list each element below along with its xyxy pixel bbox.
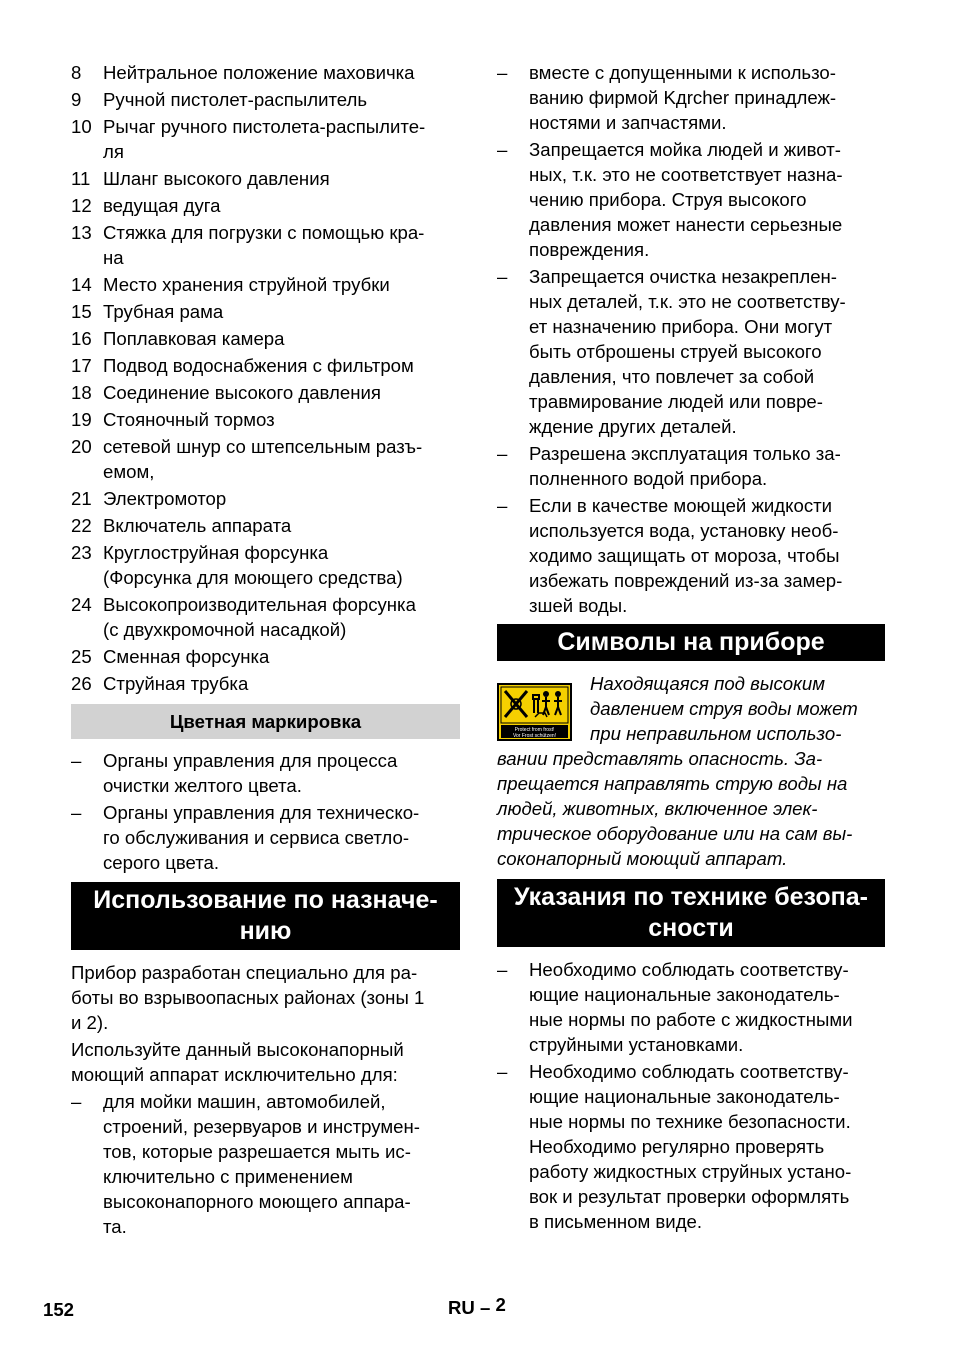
list-item — [71, 220, 460, 270]
text-line: при неправильном использо- — [590, 723, 842, 744]
list-item — [497, 264, 885, 439]
list-item — [497, 957, 885, 1057]
list-item — [71, 1089, 460, 1239]
text-line: Высокопроизводительная форсунка — [103, 594, 416, 615]
text-line: высоконапорного моющего аппара- — [103, 1191, 411, 1212]
item-number: 16 — [71, 328, 92, 349]
item-text — [103, 326, 460, 351]
list-item — [71, 87, 460, 112]
intended-use-list-left — [71, 1089, 460, 1239]
text-line: го обслуживания и сервиса светло- — [103, 827, 410, 848]
item-text — [103, 800, 460, 875]
footer-language: RU – 2 — [448, 1294, 506, 1318]
list-item — [497, 1059, 885, 1234]
text-line: струйными установками. — [529, 1034, 744, 1055]
symbol-block — [497, 671, 885, 871]
symbol-description — [497, 746, 885, 871]
list-item — [71, 380, 460, 405]
item-text — [103, 407, 460, 432]
item-text — [529, 264, 885, 439]
item-number: 9 — [71, 89, 82, 110]
text-line: Разрешена эксплуатация только за- — [529, 443, 841, 464]
text-line: ванию фирмой Kдrcher принадлеж- — [529, 87, 837, 108]
item-number: 21 — [71, 488, 92, 509]
intended-use-heading: Использование по назначе- нию — [71, 882, 460, 950]
list-item — [71, 299, 460, 324]
text-line: травмирование людей или повре- — [529, 391, 823, 412]
text-line: Используйте данный высоконапорный — [71, 1039, 404, 1060]
list-item — [497, 441, 885, 491]
text-line: ностями и запчастями. — [529, 112, 727, 133]
text-line: (Форсунка для моющего средства) — [103, 567, 403, 588]
text-line: Шланг высокого давления — [103, 168, 330, 189]
list-item — [497, 493, 885, 618]
list-item — [71, 592, 460, 642]
list-item — [71, 166, 460, 191]
dash-marker: – — [71, 1091, 82, 1112]
item-text — [103, 513, 460, 538]
list-item — [71, 748, 460, 798]
sign-text-1: Protect from frost! — [514, 727, 555, 733]
text-line: зшей воды. — [529, 595, 628, 616]
text-line: серого цвета. — [103, 852, 220, 873]
list-item — [71, 114, 460, 164]
text-line: ных, т.к. это не соответствует назна- — [529, 164, 843, 185]
text-line: строений, резервуаров и инструмен- — [103, 1116, 420, 1137]
item-number: 17 — [71, 355, 92, 376]
page-number: 152 — [43, 1299, 75, 1320]
item-text — [103, 60, 460, 85]
item-text — [103, 1089, 460, 1239]
text-line: Ручной пистолет-распылитель — [103, 89, 368, 110]
text-line: трическое оборудование или на сам вы- — [497, 823, 853, 844]
list-item — [71, 513, 460, 538]
text-line: Необходимо соблюдать соответству- — [529, 959, 849, 980]
list-item — [71, 671, 460, 696]
safety-list — [497, 957, 885, 1234]
text-line: (с двухкромочной насадкой) — [103, 619, 347, 640]
text-line: ет назначению прибора. Они могут — [529, 316, 833, 337]
text-line: очистки желтого цвета. — [103, 775, 302, 796]
text-line: используется вода, установку необ- — [529, 520, 839, 541]
text-line: Стяжка для погрузки с помощью кра- — [103, 222, 425, 243]
list-item — [71, 434, 460, 484]
text-line: ключительно с применением — [103, 1166, 353, 1187]
item-text — [103, 353, 460, 378]
text-line: Место хранения струйной трубки — [103, 274, 390, 295]
text-line: Круглоструйная форсунка — [103, 542, 329, 563]
text-line: давлением струя воды может — [590, 698, 858, 719]
item-number: 13 — [71, 222, 92, 243]
text-line: вместе с допущенными к использо- — [529, 62, 836, 83]
dash-marker: – — [497, 62, 508, 83]
item-text — [103, 220, 460, 270]
text-line: быть отброшены струей высокого — [529, 341, 822, 362]
item-text — [103, 87, 460, 112]
text-line: Запрещается мойка людей и живот- — [529, 139, 841, 160]
text-line: моющий аппарат исключительно для: — [71, 1064, 398, 1085]
text-line: повреждения. — [529, 239, 650, 260]
right-column — [497, 58, 885, 1236]
list-item — [71, 272, 460, 297]
item-number: 25 — [71, 646, 92, 667]
item-text — [103, 380, 460, 405]
list-item — [71, 540, 460, 590]
item-text — [529, 493, 885, 618]
dash-marker: – — [71, 750, 82, 771]
item-number: 10 — [71, 116, 92, 137]
text-line: Прибор разработан специально для ра- — [71, 962, 418, 983]
text-line: тов, которые разрешается мыть ис- — [103, 1141, 411, 1162]
text-line: Рычаг ручного пистолета-распылите- — [103, 116, 426, 137]
sign-text-2: Vor Frost schützen! — [512, 733, 557, 739]
dash-marker: – — [497, 139, 508, 160]
text-line: ющие национальные законодатель- — [529, 984, 840, 1005]
text-line: вании представлять опасность. За- — [497, 748, 823, 769]
text-line: людей, животных, включенное элек- — [497, 798, 818, 819]
text-line: Подвод водоснабжения с фильтром — [103, 355, 414, 376]
item-text — [103, 486, 460, 511]
text-line: ные нормы по работе с жидкостными — [529, 1009, 853, 1030]
dash-marker: – — [497, 495, 508, 516]
item-text — [103, 193, 460, 218]
list-item — [71, 407, 460, 432]
text-line: полненного водой прибора. — [529, 468, 768, 489]
item-text — [103, 272, 460, 297]
item-text — [529, 957, 885, 1057]
item-number: 22 — [71, 515, 92, 536]
text-line: Электромотор — [103, 488, 227, 509]
item-number: 23 — [71, 542, 92, 563]
list-item — [71, 353, 460, 378]
item-text — [529, 137, 885, 262]
color-marking-heading: Цветная маркировка — [71, 704, 460, 739]
dash-marker: – — [71, 802, 82, 823]
text-line: Соединение высокого давления — [103, 382, 381, 403]
warning-sign-icon — [497, 683, 572, 741]
text-line: боты во взрывоопасных районах (зоны 1 — [71, 987, 425, 1008]
text-line: ходимо защищать от мороза, чтобы — [529, 545, 840, 566]
list-item — [71, 193, 460, 218]
text-line: та. — [103, 1216, 127, 1237]
item-number: 24 — [71, 594, 92, 615]
symbols-heading: Символы на приборе — [497, 624, 885, 661]
item-text — [103, 540, 460, 590]
item-text — [103, 748, 460, 798]
text-line: ждение других деталей. — [529, 416, 737, 437]
list-item — [497, 137, 885, 262]
item-text — [103, 114, 460, 164]
text-line: Запрещается очистка незакреплен- — [529, 266, 837, 287]
item-text — [103, 299, 460, 324]
text-line: емом, — [103, 461, 155, 482]
item-text — [103, 592, 460, 642]
text-line: прещается направлять струю воды на — [497, 773, 848, 794]
text-line: Включатель аппарата — [103, 515, 292, 536]
text-line: для мойки машин, автомобилей, — [103, 1091, 386, 1112]
dash-marker: – — [497, 266, 508, 287]
dash-marker: – — [497, 959, 508, 980]
item-text — [103, 644, 460, 669]
item-number: 20 — [71, 436, 92, 457]
list-item — [71, 800, 460, 875]
text-line: ные нормы по технике безопасности. — [529, 1111, 851, 1132]
text-line: ющие национальные законодатель- — [529, 1086, 840, 1107]
item-number: 26 — [71, 673, 92, 694]
color-marking-list — [71, 748, 460, 875]
list-item — [71, 326, 460, 351]
item-text — [103, 434, 460, 484]
text-line: Нейтральное положение маховичка — [103, 62, 415, 83]
text-line: сетевой шнур со штепсельным разъ- — [103, 436, 423, 457]
item-number: 8 — [71, 62, 82, 83]
item-text — [529, 1059, 885, 1234]
text-line: Поплавковая камера — [103, 328, 285, 349]
list-item — [497, 60, 885, 135]
item-text — [103, 166, 460, 191]
intended-use-paragraph-1 — [71, 960, 460, 1035]
text-line: Органы управления для процесса — [103, 750, 398, 771]
text-line: и 2). — [71, 1012, 109, 1033]
text-line: в письменном виде. — [529, 1211, 703, 1232]
list-item — [71, 486, 460, 511]
parts-list — [71, 60, 460, 696]
list-item — [71, 644, 460, 669]
intended-use-paragraph-2 — [71, 1037, 460, 1087]
item-number: 15 — [71, 301, 92, 322]
text-line: вок и результат проверки оформлять — [529, 1186, 850, 1207]
text-line: Струйная трубка — [103, 673, 249, 694]
text-line: давления может нанести серьезные — [529, 214, 843, 235]
text-line: ных деталей, т.к. это не соответству- — [529, 291, 846, 312]
item-number: 18 — [71, 382, 92, 403]
text-line: на — [103, 247, 124, 268]
text-line: ведущая дуга — [103, 195, 221, 216]
text-line: Необходимо регулярно проверять — [529, 1136, 825, 1157]
text-line: Если в качестве моющей жидкости — [529, 495, 833, 516]
intended-use-list-right — [497, 60, 885, 618]
left-column — [71, 58, 460, 1241]
item-text — [103, 671, 460, 696]
dash-marker: – — [497, 1061, 508, 1082]
text-line: соконапорный моющий аппарат. — [497, 848, 788, 869]
text-line: Органы управления для техническо- — [103, 802, 420, 823]
item-number: 11 — [71, 168, 91, 189]
text-line: ля — [103, 141, 124, 162]
dash-marker: – — [497, 443, 508, 464]
text-line: избежать повреждений из-за замер- — [529, 570, 843, 591]
item-text — [529, 60, 885, 135]
text-line: Трубная рама — [103, 301, 224, 322]
text-line: работу жидкостных струйных устано- — [529, 1161, 852, 1182]
text-line: давления, что повлечет за собой — [529, 366, 815, 387]
item-number: 19 — [71, 409, 92, 430]
item-number: 14 — [71, 274, 92, 295]
text-line: Необходимо соблюдать соответству- — [529, 1061, 849, 1082]
item-text — [529, 441, 885, 491]
text-line: Стояночный тормоз — [103, 409, 275, 430]
text-line: чению прибора. Струя высокого — [529, 189, 807, 210]
list-item — [71, 60, 460, 85]
item-number: 12 — [71, 195, 92, 216]
safety-heading: Указания по технике безопа- сности — [497, 879, 885, 947]
text-line: Сменная форсунка — [103, 646, 270, 667]
text-line: Находящаяся под высоким — [590, 673, 826, 694]
